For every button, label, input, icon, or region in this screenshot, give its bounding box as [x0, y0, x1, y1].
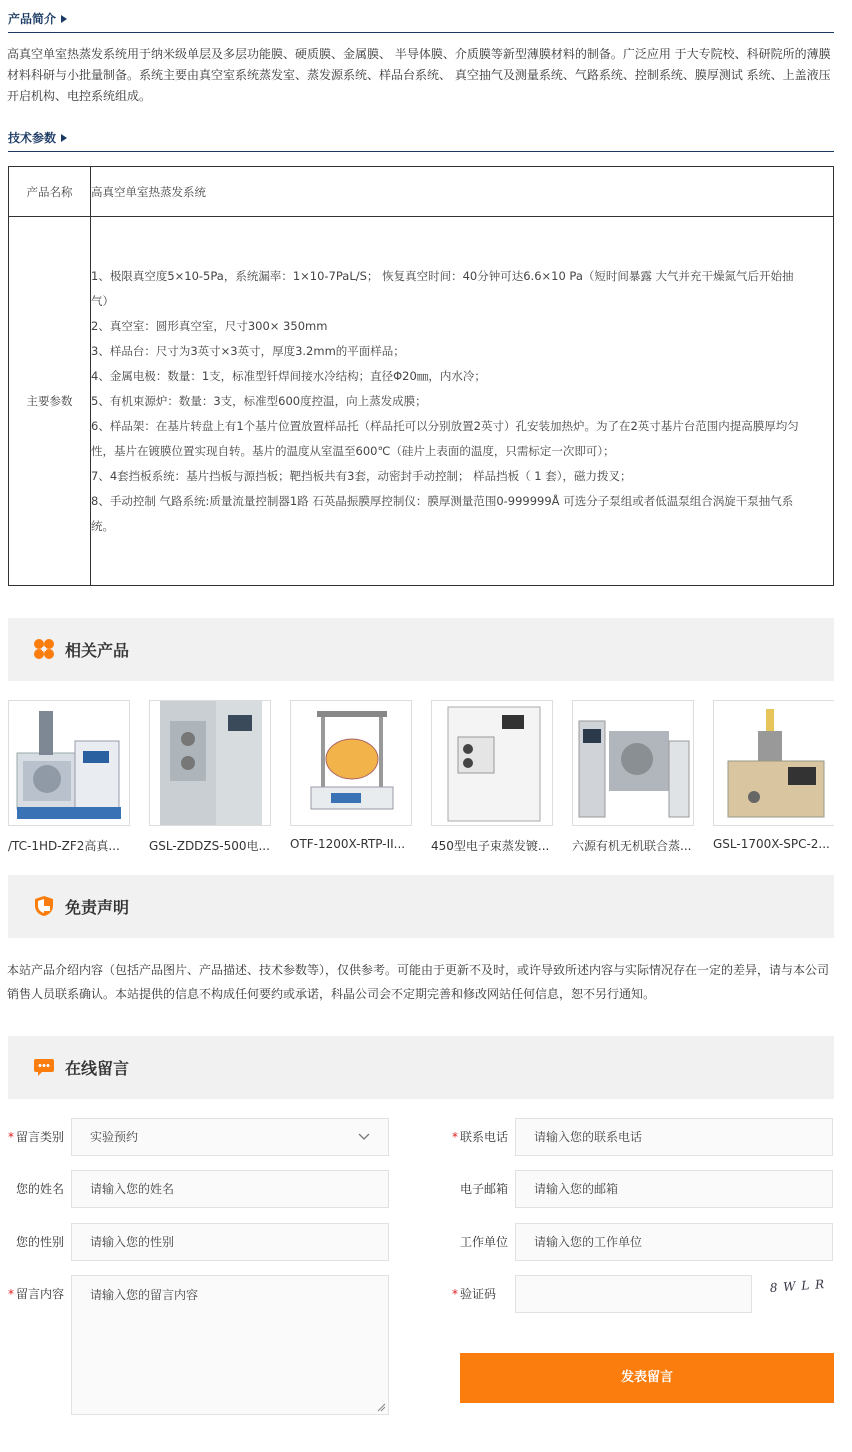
params-list	[91, 264, 833, 539]
chevron-down-icon	[358, 1132, 370, 1142]
param-line: 1、极限真空度5×10-5Pa，系统漏率：1×10-7PaL/S； 恢复真空时间：40分钟可达6.6×10 Pa（短时间暴露 大气并充干燥氮气后开始抽	[91, 268, 794, 283]
product-caption[interactable]: 450型电子束蒸发镀...	[431, 839, 550, 853]
content-label: * 留言内容	[7, 1287, 64, 1301]
params-table	[8, 166, 834, 586]
email-input[interactable]: 请输入您的邮箱	[515, 1170, 833, 1208]
product-card[interactable]	[149, 700, 271, 854]
param-line: 3、样品台：尺寸为3英寸×3英寸，厚度3.2mm的平面样品；	[91, 343, 405, 358]
captcha-label: * 验证码	[451, 1287, 496, 1301]
intro-text: 高真空单室热蒸发系统用于纳米级单层及多层功能膜、硬质膜、金属膜、 半导体膜、介质膜等新型薄膜材料的制备。广泛应用 于大专院校、科研院所的薄膜材料科研与小批量制备。系统主要由真空室系统蒸发室、蒸发源系统、样品台系统、 真空抽气及测量系统、气路系统、控制系统、膜厚测试 系统、上盖液压开启机构、电控系统组成。	[7, 47, 831, 103]
product-caption[interactable]: /TC-1HD-ZF2高真...	[8, 839, 120, 853]
param-line: 统。	[91, 518, 114, 533]
product-name-label: 产品名称	[9, 167, 91, 217]
message-title: 在线留言	[65, 1059, 130, 1078]
resize-handle-icon[interactable]	[377, 1403, 386, 1412]
product-caption[interactable]: 六源有机无机联合蒸...	[572, 839, 692, 853]
company-label: 工作单位	[459, 1235, 508, 1249]
company-input[interactable]: 请输入您的工作单位	[515, 1223, 833, 1261]
tech-section-header	[8, 129, 834, 152]
table-row	[9, 167, 834, 217]
param-line: 4、金属电极：数量：1支，标准型钎焊间接水冷结构；直径Φ20㎜，内水冷；	[91, 368, 486, 383]
category-select[interactable]: 实验预约	[71, 1118, 389, 1156]
related-products-list	[8, 700, 834, 860]
product-card[interactable]	[713, 700, 834, 851]
shield-icon	[33, 895, 55, 917]
clover-icon	[33, 638, 55, 660]
product-image[interactable]	[8, 700, 130, 826]
name-label: 您的姓名	[15, 1182, 64, 1196]
message-header	[8, 1036, 834, 1099]
product-card[interactable]	[431, 700, 553, 854]
product-card[interactable]	[290, 700, 412, 851]
chat-bubble-icon	[33, 1056, 55, 1078]
params-label: 主要参数	[9, 217, 91, 586]
product-image[interactable]	[431, 700, 553, 826]
gender-label: 您的性别	[15, 1235, 64, 1249]
product-image[interactable]	[713, 700, 834, 826]
disclaimer-text: 本站产品介绍内容（包括产品图片、产品描述、技术参数等），仅供参考。可能由于更新不及时，或许导致所述内容与实际情况存在一定的差异，请与本公司销售人员联系确认。本站提供的信息不构成任何要约或承诺，科晶公司会不定期完善和修改网站任何信息，恕不另行通知。	[7, 963, 830, 1001]
intro-section-header	[8, 10, 834, 33]
disclaimer-header	[8, 875, 834, 938]
product-image[interactable]	[149, 700, 271, 826]
captcha-input[interactable]	[515, 1275, 752, 1313]
intro-section-title: 产品简介	[8, 12, 57, 26]
content-textarea[interactable]: 请输入您的留言内容	[71, 1275, 389, 1415]
email-label: 电子邮箱	[459, 1182, 508, 1196]
product-image[interactable]	[572, 700, 694, 826]
param-line: 7、4套挡板系统：基片挡板与源挡板；靶挡板共有3套，动密封手动控制； 样品挡板（ 1 套），磁力拨叉；	[91, 468, 632, 483]
param-line: 性，基片在镀膜位置实现自转。基片的温度从室温至600℃（硅片上表面的温度，只需标定一次即可）；	[91, 443, 615, 458]
param-line: 2、真空室：圆形真空室，尺寸300× 350mm	[91, 318, 328, 333]
product-name-value: 高真空单室热蒸发系统	[91, 167, 834, 217]
product-image[interactable]	[290, 700, 412, 826]
captcha-image[interactable]: 8 W L R	[769, 1277, 826, 1295]
params-value	[91, 217, 834, 586]
phone-input[interactable]: 请输入您的联系电话	[515, 1118, 833, 1156]
gender-input[interactable]: 请输入您的性别	[71, 1223, 389, 1261]
disclaimer-title: 免责声明	[65, 898, 130, 917]
triangle-right-icon	[61, 15, 67, 23]
product-caption[interactable]: GSL-1700X-SPC-2...	[713, 837, 830, 851]
param-line: 8、手动控制 气路系统:质量流量控制器1路 石英晶振膜厚控制仪：膜厚测量范围0-999999Å 可选分子泵组或者低温泵组合涡旋干泵抽气系	[91, 493, 794, 508]
tech-section-title: 技术参数	[8, 131, 57, 145]
phone-label: * 联系电话	[451, 1130, 508, 1144]
param-line: 5、有机束源炉：数量：3支，标准型600度控温，向上蒸发成膜；	[91, 393, 427, 408]
product-caption[interactable]: GSL-ZDDZS-500电...	[149, 839, 270, 853]
param-line: 气）	[91, 293, 114, 308]
product-card[interactable]	[572, 700, 694, 854]
category-label: * 留言类别	[7, 1130, 64, 1144]
name-input[interactable]: 请输入您的姓名	[71, 1170, 389, 1208]
product-caption[interactable]: OTF-1200X-RTP-II...	[290, 837, 406, 851]
related-products-title: 相关产品	[65, 641, 130, 660]
product-card[interactable]	[8, 700, 130, 854]
param-line: 6、样品架：在基片转盘上有1个基片位置放置样品托（样品托可以分别放置2英寸）孔安装加热炉。为了在2英寸基片台范围内提高膜厚均匀	[91, 418, 799, 433]
related-products-header	[8, 618, 834, 681]
triangle-right-icon	[61, 134, 67, 142]
table-row	[9, 217, 834, 586]
submit-button[interactable]: 发表留言	[460, 1353, 834, 1403]
